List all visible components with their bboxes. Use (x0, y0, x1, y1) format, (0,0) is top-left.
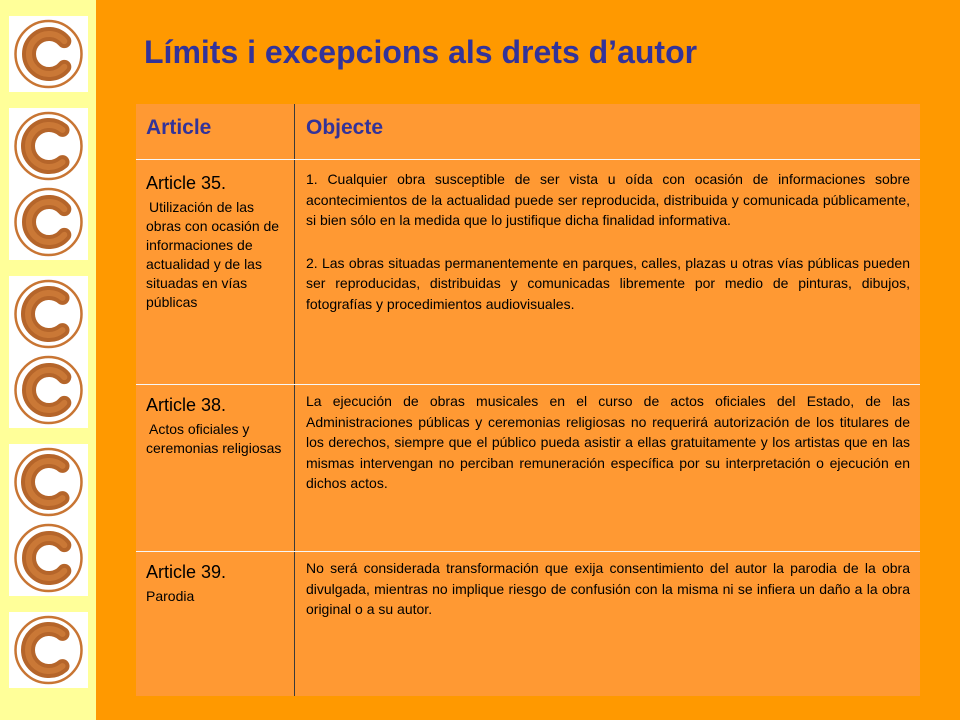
copyright-logo-tile (9, 612, 88, 688)
article-subject: Utilización de las obras con ocasión de informaciones de actualidad y de las situadas en vías públicas (146, 199, 280, 310)
copyright-logo-tile (9, 16, 88, 92)
article-subject: Parodia (146, 588, 195, 604)
article-number: Article 35. (146, 173, 227, 193)
copyright-c-icon (9, 108, 88, 184)
copyright-logo-tile (9, 352, 88, 428)
copyright-logo-tile (9, 184, 88, 260)
header-article: Article (146, 116, 212, 139)
table-row-article-39 (146, 561, 286, 606)
article-number: Article 38. (146, 395, 227, 415)
row-divider (136, 551, 920, 552)
article-paragraph: 1. Cualquier obra susceptible de ser vista u oída con ocasión de informaciones sobre acontecimientos de la actualidad puede ser reproducida, distribuida y comunicada públicamente, si bien sólo en la medida que lo justifique dicha finalidad informativa. (306, 171, 910, 228)
header-objecte: Objecte (306, 116, 384, 139)
article-text (306, 558, 910, 620)
copyright-logo-tile (9, 108, 88, 184)
limits-table (136, 104, 920, 696)
article-text (306, 391, 910, 494)
copyright-c-icon (9, 444, 88, 520)
article-number: Article 39. (146, 562, 227, 582)
copyright-c-icon (9, 16, 88, 92)
logo-strip (0, 0, 96, 720)
article-subject: Actos oficiales y ceremonias religiosas (146, 421, 282, 456)
table-row-article-38 (146, 394, 286, 458)
table-row-article-35 (146, 172, 286, 312)
copyright-c-icon (9, 352, 88, 428)
row-divider (136, 384, 920, 385)
copyright-logo-tile (9, 276, 88, 352)
article-paragraph: La ejecución de obras musicales en el curso de actos oficiales del Estado, de las Administraciones públicas y ceremonias religiosas no requerirá autorización de los titulares de los derechos, siempre que el público pueda asistir a ellas gratuitamente y los artistas que en las mismas intervengan no perciban remuneración específica por su interpretación o ejecución en dichos actos. (306, 393, 910, 491)
article-text (306, 169, 910, 314)
copyright-c-icon (9, 520, 88, 596)
column-divider (294, 104, 295, 696)
row-divider (136, 159, 920, 160)
article-paragraph: No será considerada transformación que exija consentimiento del autor la parodia de la obra divulgada, mientras no implique riesgo de confusión con la misma ni se infiera un daño a la obra original o a su autor. (306, 560, 910, 617)
copyright-c-icon (9, 184, 88, 260)
copyright-c-icon (9, 612, 88, 688)
copyright-logo-tile (9, 444, 88, 520)
article-paragraph: 2. Las obras situadas permanentemente en parques, calles, plazas u otras vías públicas pueden ser reproducidas, distribuidas y comunicadas libremente por medio de pinturas, dibujos, fotografías y procedimientos audiovisuales. (306, 254, 910, 312)
copyright-c-icon (9, 276, 88, 352)
page-title: Límits i excepcions als drets d’autor (144, 34, 698, 70)
copyright-logo-tile (9, 520, 88, 596)
